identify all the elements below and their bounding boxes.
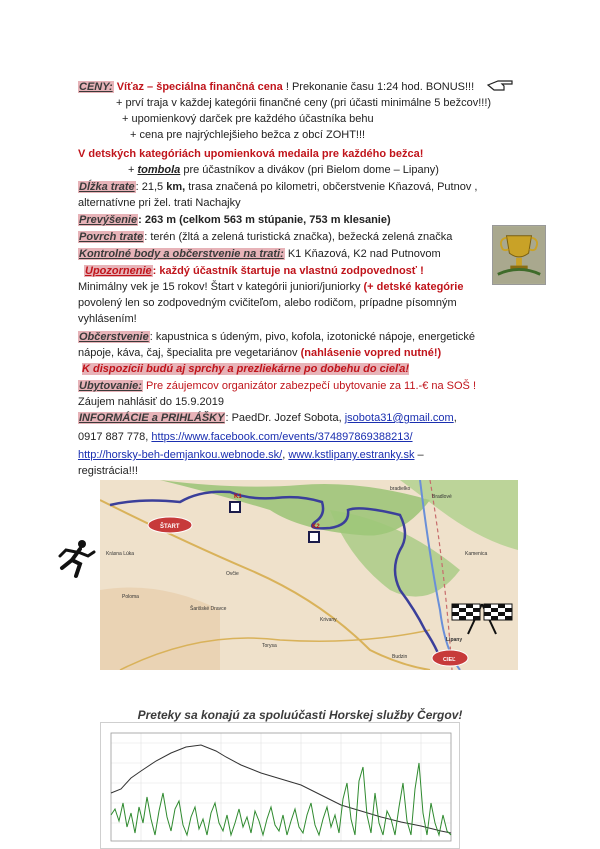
map-finish-label: CIEĽ	[443, 657, 456, 663]
vek-line1	[78, 280, 463, 294]
map-place-5: Krivany	[320, 617, 337, 623]
email-after: ,	[453, 412, 457, 424]
web2-link[interactable]: www.kstlipany.estranky.sk	[288, 449, 415, 461]
info-sep: ,	[282, 449, 289, 461]
kontrolne-value: K1 Kňazová, K2 nad Putnovom	[284, 248, 441, 260]
obcerstvenie-line1	[78, 330, 475, 344]
prevysenie-value: : 263 m (celkom 563 m stúpanie, 753 m klesanie)	[138, 214, 391, 226]
info-line3	[78, 448, 424, 462]
ubytovanie-line	[78, 379, 476, 393]
info-line1	[78, 411, 457, 425]
caption-text: Preteky sa konajú za spoluúčasti Horskej služby Čergov!	[137, 708, 463, 722]
tombola-prefix: +	[128, 164, 138, 176]
info-label: INFORMÁCIE a PRIHLÁŠKY	[79, 412, 225, 424]
dlzka-value-post: trasa značená po kilometri, občerstvenie Kňazová, Putnov ,	[185, 181, 478, 193]
facebook-link[interactable]: https://www.facebook.com/events/374897869388213/	[151, 431, 413, 443]
map-place-3: Šarišské Dravce	[190, 606, 227, 612]
map-k2-label: K2	[312, 524, 320, 530]
map-place-4: Torysa	[262, 643, 277, 649]
map-place-10: bradielko	[390, 486, 411, 492]
runner-icon	[54, 538, 98, 580]
obcerstvenie-line2	[78, 346, 441, 360]
upozornenie-label: Upozornenie	[85, 265, 152, 277]
map-k1-label: K1	[234, 494, 242, 500]
povrch-value: : terén (žltá a zelená turistická značka), bežecká zelená značka	[144, 231, 453, 243]
map-place-6: Ovčie	[226, 571, 239, 577]
prevysenie-label: Prevýšenie	[79, 214, 138, 226]
vek-line2: povolený len so zodpovedným cvičiteľom, alebo rodičom, prípadne písomným	[78, 297, 457, 309]
route-map	[100, 480, 518, 670]
ceny-label: CENY:	[79, 81, 113, 93]
tombola-rest: pre účastníkov a divákov (pri Bielom dome – Lipany)	[180, 164, 439, 176]
povrch-line	[78, 230, 452, 244]
sprchy-line	[82, 362, 409, 376]
obcerstvenie-label: Občerstvenie	[79, 331, 149, 343]
dlzka-value-pre: : 21,5	[135, 181, 167, 193]
ceny-item-1: + prví traja v každej kategórii finančné ceny (pri účasti minimálne 5 bežcov!!!)	[116, 97, 492, 109]
ceny-item-2: + upomienkový darček pre každého účastníka behu	[122, 113, 374, 125]
sprchy-text: K dispozícii budú aj sprchy a prezliekárne po dobehu do cieľa!	[82, 363, 410, 375]
upozornenie-line	[84, 264, 424, 278]
ceny-winner: Víťaz – špeciálna finančná cena	[116, 81, 283, 93]
elevation-profile-graphic	[101, 723, 460, 849]
pointing-hand-icon	[486, 76, 516, 94]
info-line2	[78, 430, 413, 444]
povrch-label: Povrch trate	[79, 231, 144, 243]
ubytovanie-label: Ubytovanie:	[79, 380, 142, 392]
info-phone: 0917 887 778,	[78, 431, 152, 443]
registration-line: registrácia!!!	[78, 465, 138, 477]
ceny-item-3: + cena pre najrýchlejšieho bežca z obcí ZOHT!!!	[130, 129, 366, 141]
prevysenie-line	[78, 213, 391, 227]
dlzka-label: Dĺžka trate	[79, 181, 135, 193]
map-place-8: Kamenica	[465, 551, 488, 557]
tombola-line	[128, 163, 439, 177]
map-place-1: Krásna Lúka	[106, 551, 135, 557]
dlzka-line	[78, 180, 477, 194]
info-person: : PaedDr. Jozef Sobota,	[225, 412, 345, 424]
kids-note: V detských kategóriách upomienková medaila pre každého bežca!	[78, 148, 424, 160]
upozornenie-value: : každý účastník štartuje na vlastnú zodpovednosť !	[152, 265, 424, 277]
web1-link[interactable]: http://horsky-beh-demjankou.webnode.sk/	[78, 449, 283, 461]
web2-after: –	[414, 449, 424, 461]
vek-line3: vyhlásením!	[78, 313, 137, 325]
email-link[interactable]: jsobota31@gmail.com	[344, 412, 454, 424]
vek-line1-text: Minimálny vek je 15 rokov! Štart v kategórii juniori/juniorky	[78, 281, 364, 293]
map-place-2: Poloma	[122, 594, 139, 600]
elevation-profile	[100, 722, 460, 849]
ceny-record: ! Prekonanie času 1:24 hod. BONUS!!!	[285, 81, 475, 93]
map-place-11: Bradlové	[432, 494, 452, 500]
obcerstvenie-line1-text: : kapustnica s údeným, pivo, kofola, izotonické nápoje, energetické	[149, 331, 476, 343]
map-start-label: ŠTART	[160, 524, 180, 530]
tombola-word: tombola	[137, 164, 181, 176]
checkered-flags-icon	[450, 600, 514, 636]
kontrolne-line	[78, 247, 441, 261]
obcerstvenie-line2-text: nápoje, káva, čaj, špecialita pre vegetariánov	[78, 347, 301, 359]
map-place-7: Lipany	[446, 637, 463, 643]
dlzka-line2: alternatívne pri žel. trati Nachajky	[78, 197, 241, 209]
obcerstvenie-line2-red: (nahlásenie vopred nutné!)	[300, 347, 442, 359]
ceny-line	[78, 80, 474, 94]
trophy-image	[492, 225, 546, 285]
ubytovanie-line2: Záujem nahlásiť do 15.9.2019	[78, 396, 225, 408]
dlzka-km: km,	[166, 181, 186, 193]
route-map-graphic	[100, 480, 518, 670]
vek-line1-red: (+ detské kategórie	[363, 281, 464, 293]
map-place-9: Budzin	[392, 654, 408, 660]
ubytovanie-value: Pre záujemcov organizátor zabezpečí ubytovanie za 11.-€ na SOŠ !	[142, 380, 477, 392]
kontrolne-label: Kontrolné body a občerstvenie na trati:	[79, 248, 284, 260]
